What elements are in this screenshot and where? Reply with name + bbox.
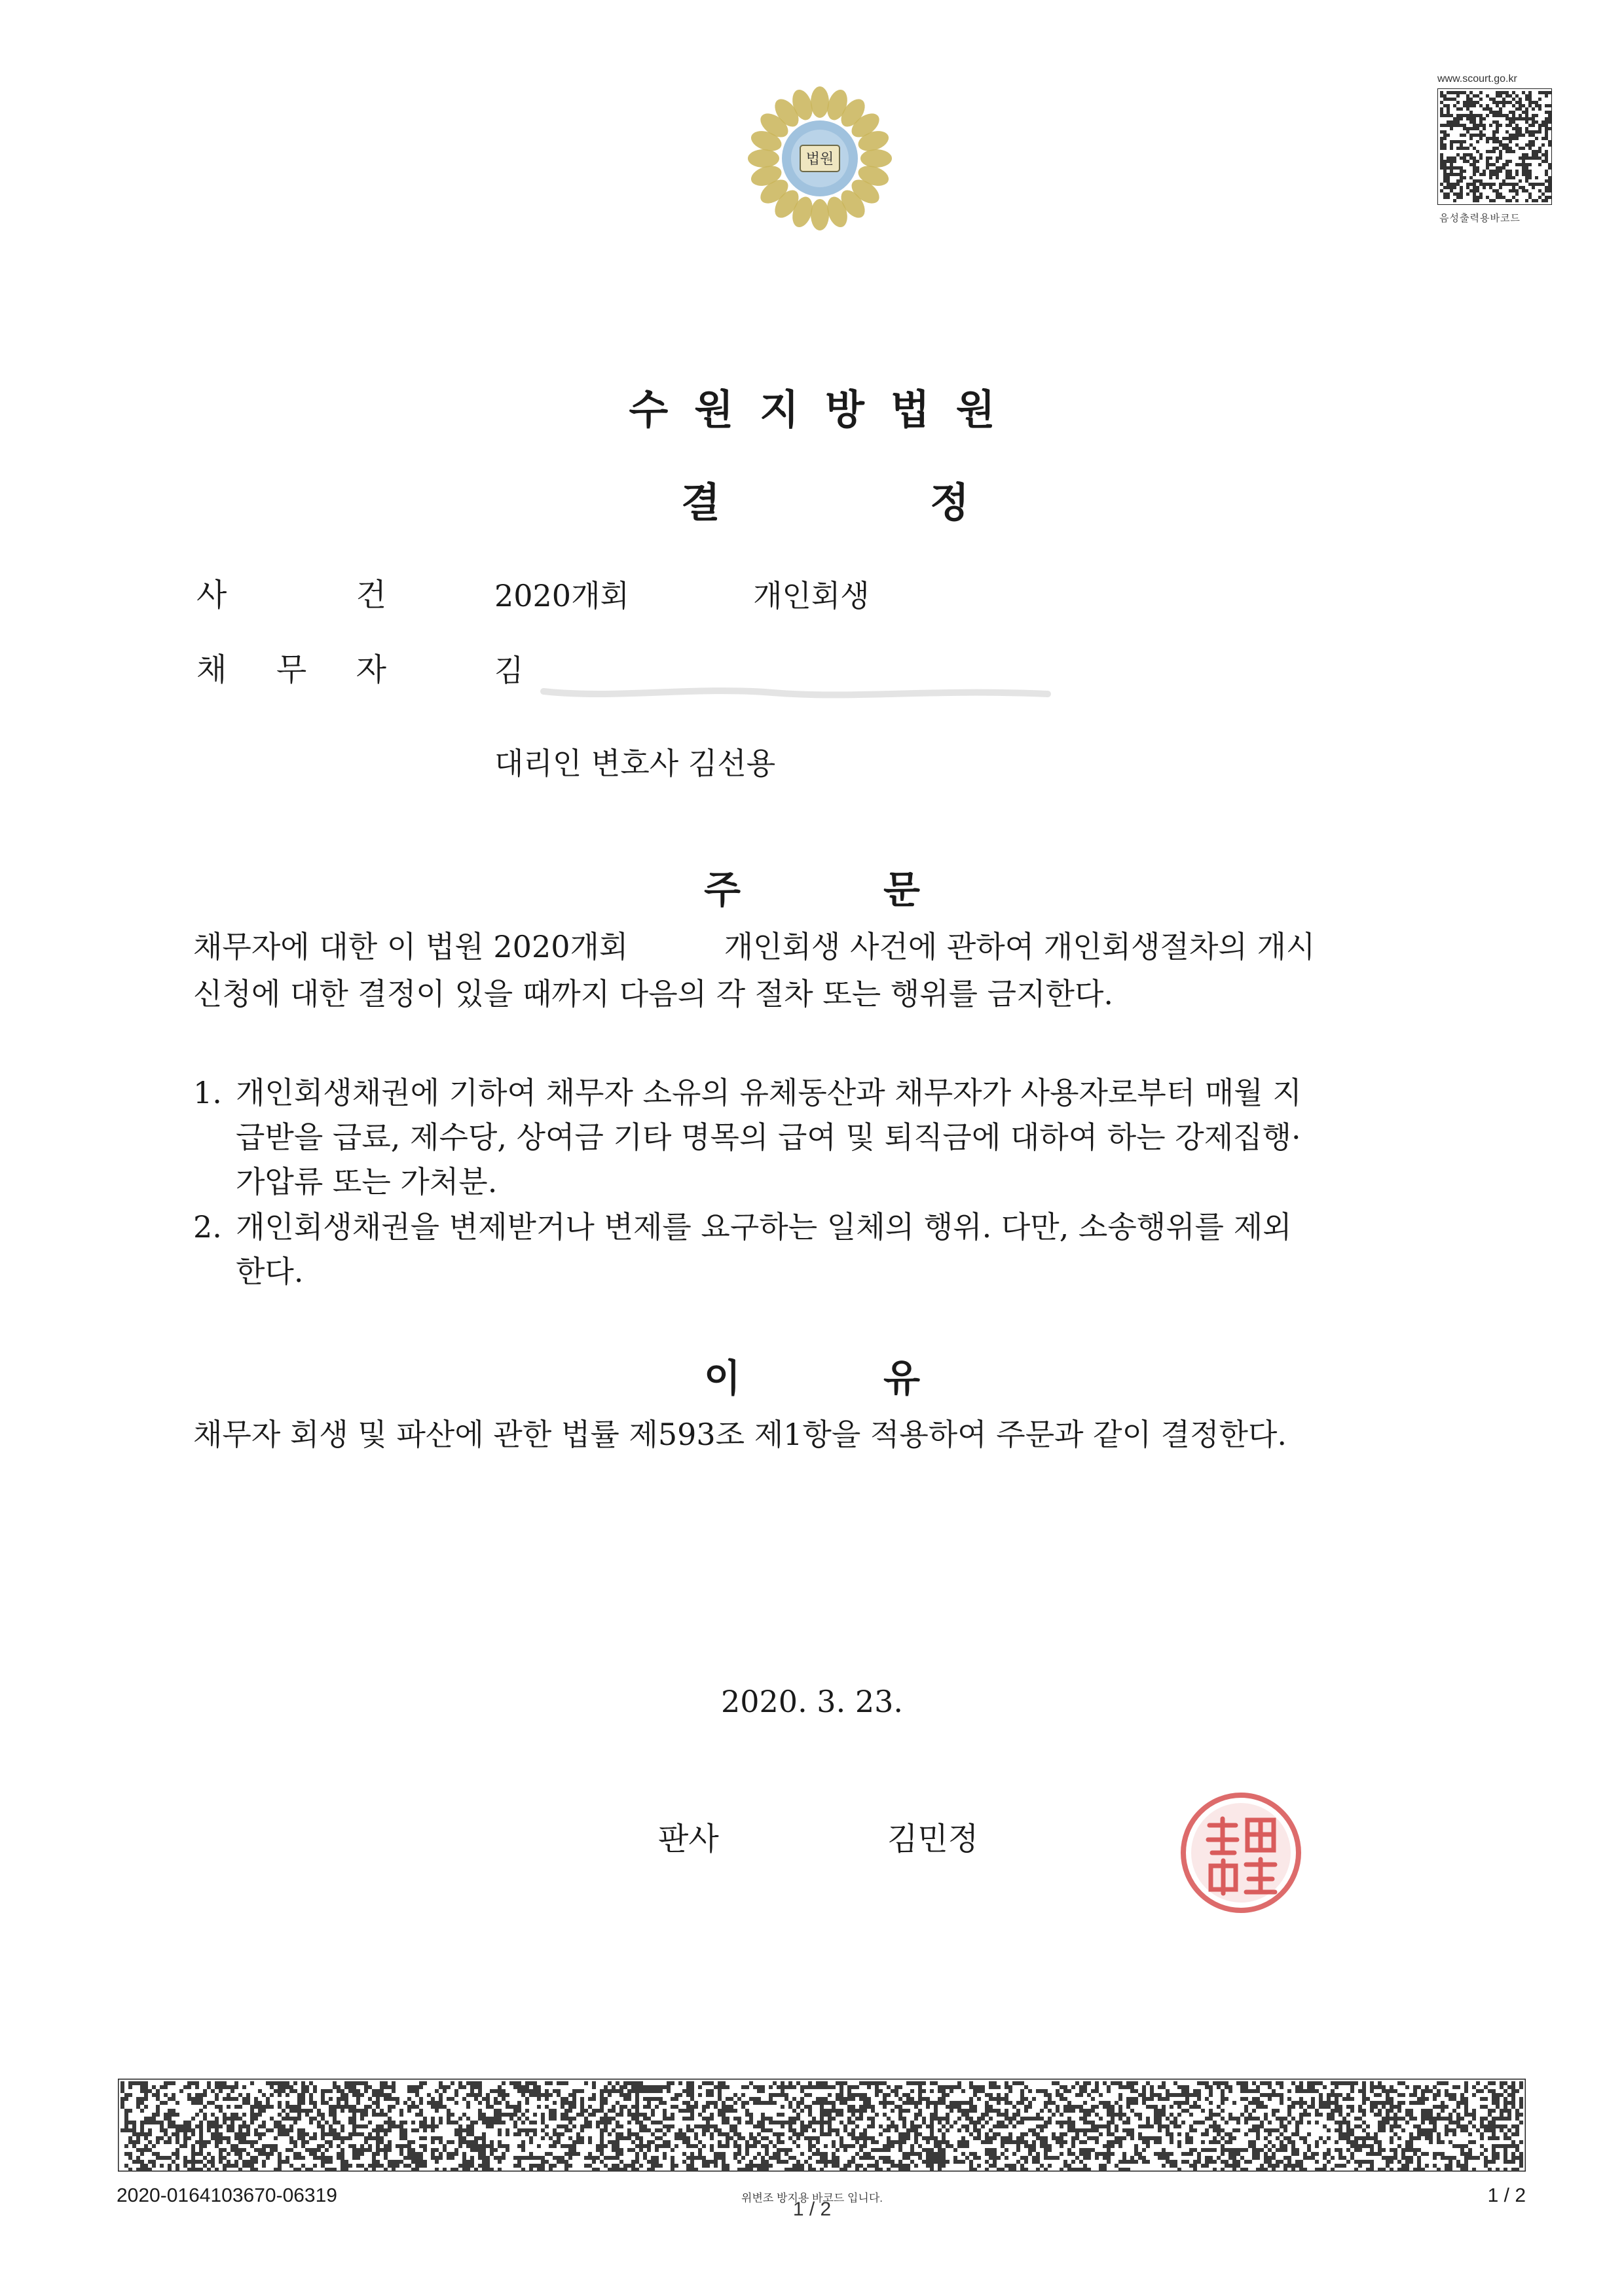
- case-label: [196, 570, 386, 615]
- debtor-label-char: 채: [196, 651, 227, 688]
- case-type: 개인회생: [753, 578, 870, 613]
- doc-type-char: 결: [681, 479, 720, 526]
- qr-code-icon: [1437, 88, 1552, 205]
- emblem-text: 법원: [805, 151, 834, 168]
- order-heading-char: 주: [704, 867, 741, 912]
- qr-caption: 음성출력용바코드: [1439, 213, 1521, 224]
- order-body: [193, 923, 1437, 1017]
- order-item-line: 가압류 또는 가처분.: [236, 1164, 498, 1199]
- page-indicator-right: 1 / 2: [1487, 2185, 1526, 2206]
- court-emblem-icon: [737, 85, 902, 236]
- order-item-line: 한다.: [236, 1254, 304, 1289]
- order-item-number: 1.: [193, 1075, 222, 1110]
- document-number: 2020-0164103670-06319: [117, 2185, 337, 2206]
- reason-heading: [704, 1347, 920, 1402]
- order-item-number: 2.: [193, 1209, 222, 1245]
- case-number: 2020개회: [494, 578, 629, 613]
- judge-name: 김민정: [887, 1821, 979, 1857]
- order-item: [193, 1205, 1437, 1294]
- order-heading: [704, 859, 920, 914]
- order-item-line: 개인회생채권을 변제받거나 변제를 요구하는 일체의 행위. 다만, 소송행위를 제외: [236, 1209, 1292, 1245]
- qr-url-text: www.scourt.go.kr: [1437, 73, 1517, 84]
- judge-label: 판사: [658, 1821, 719, 1857]
- order-item-line: 개인회생채권에 기하여 채무자 소유의 유체동산과 채무자가 사용자로부터 매월 지: [236, 1075, 1302, 1110]
- document-type-title: [681, 470, 969, 528]
- order-body-line: 신청에 대한 결정이 있을 때까지 다음의 각 절차 또는 행위를 금지한다.: [193, 976, 1114, 1011]
- debtor-label-char: 무: [276, 651, 307, 688]
- case-label-char: 건: [356, 577, 386, 613]
- barcode-notice: 위변조 방지용 바코드 입니다.: [741, 2192, 883, 2204]
- court-name-title: 수원지방법원: [629, 386, 1022, 433]
- reason-body: 채무자 회생 및 파산에 관한 법률 제593조 제1항을 적용하여 주문과 같이 결정한다.: [193, 1417, 1287, 1452]
- order-item: [193, 1070, 1437, 1204]
- legal-agent: 대리인 변호사 김선용: [494, 746, 776, 781]
- debtor-name: 김: [494, 653, 524, 688]
- order-item-line: 급받을 급료, 제수당, 상여금 기타 명목의 급여 및 퇴직금에 대하여 하는 강제집행·: [236, 1120, 1301, 1155]
- order-body-line: 채무자에 대한 이 법원 2020개회 개인회생 사건에 관하여 개인회생절차의 개시: [193, 929, 1316, 964]
- reason-heading-char: 유: [883, 1356, 920, 1400]
- debtor-label-char: 자: [356, 651, 386, 688]
- decision-date: 2020. 3. 23.: [721, 1684, 903, 1719]
- anti-forgery-barcode-icon: [118, 2079, 1526, 2172]
- debtor-label: [196, 644, 386, 689]
- redaction-mark: [537, 680, 1061, 706]
- reason-heading-char: 이: [704, 1356, 741, 1400]
- case-label-char: 사: [196, 577, 227, 613]
- order-heading-char: 문: [883, 867, 920, 912]
- page-indicator-center: 1 / 2: [792, 2198, 832, 2220]
- doc-type-char: 정: [930, 479, 969, 526]
- judge-seal-icon: [1175, 1787, 1306, 1918]
